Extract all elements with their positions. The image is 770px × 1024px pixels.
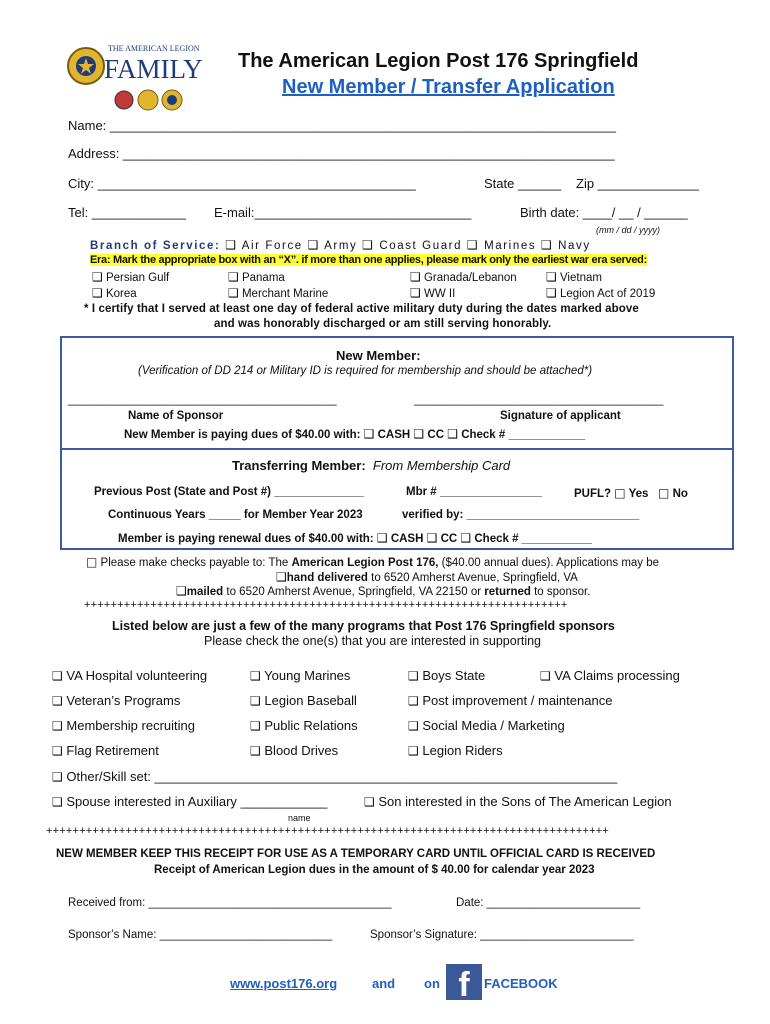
program-label: Veteran’s Programs [66, 693, 181, 708]
era-legion-act[interactable] [546, 286, 655, 300]
checkbox-icon[interactable]: ❑ [52, 770, 63, 784]
program-boys-state[interactable] [408, 668, 485, 683]
american-legion-family-logo [66, 40, 216, 122]
program-membership[interactable] [52, 718, 195, 733]
checkbox-cc[interactable]: ❑ [426, 531, 438, 545]
program-blood-drives[interactable] [250, 743, 338, 758]
era-vietnam[interactable] [546, 270, 602, 284]
payment-text: ($40.00 annual dues). Applications may be [438, 557, 660, 569]
program-label: Legion Baseball [264, 693, 357, 708]
checkbox-icon[interactable]: ❑ [364, 795, 375, 809]
sponsor-name-field[interactable]: Sponsor’s Name: ___________________________ [68, 929, 333, 941]
era-granada[interactable] [410, 270, 517, 284]
program-label: Legion Riders [422, 743, 503, 758]
program-social-media[interactable] [408, 718, 565, 733]
branch-air-force: Air Force [241, 240, 303, 252]
name-field[interactable]: Name: ______________________________________________________________________ [68, 118, 616, 133]
payment-line-3 [176, 584, 590, 598]
mailed: mailed [186, 586, 224, 598]
program-label: Social Media / Marketing [422, 718, 565, 733]
previous-post-field[interactable]: Previous Post (State and Post #) ______________ [94, 486, 364, 498]
program-public-relations[interactable] [250, 718, 358, 733]
checkbox-air-force[interactable]: ❑ [225, 238, 238, 252]
dues-text: New Member is paying dues of $40.00 with: [124, 429, 361, 441]
payment-text: to sponsor. [530, 586, 591, 598]
checkbox-army[interactable]: ❑ [307, 238, 320, 252]
program-label: Boys State [422, 668, 486, 683]
era-merchant-marine[interactable] [228, 286, 328, 300]
checkbox-icon[interactable]: ❑ [250, 744, 261, 758]
cc-label: CC [427, 429, 445, 441]
sponsor-line[interactable]: __________________________________________ [68, 394, 337, 406]
branch-marines: Marines [484, 240, 537, 252]
son-label: Son interested in the Sons of The American Legion [378, 794, 672, 809]
facebook-link[interactable]: FACEBOOK [484, 976, 558, 991]
auxiliary-emblem-icon [138, 90, 158, 110]
city-field[interactable]: City: ____________________________________________ [68, 176, 416, 191]
receipt-heading: NEW MEMBER KEEP THIS RECEIPT FOR USE AS A TEMPORARY CARD UNTIL OFFICIAL CARD IS RECEIVED [56, 848, 656, 860]
state-field[interactable]: State ______ [484, 176, 562, 191]
new-member-note: (Verification of DD 214 or Military ID is required for membership and should be attached*) [138, 365, 593, 377]
program-label: Membership recruiting [66, 718, 195, 733]
era-label: Persian Gulf [105, 272, 170, 284]
continuous-years-field[interactable]: Continuous Years _____ for Member Year 2023 [108, 509, 363, 521]
returned: returned [484, 586, 531, 598]
footer-on: on [424, 976, 440, 991]
address-field[interactable]: Address: ____________________________________________________________________ [68, 146, 615, 161]
logo-main-text: FAMILY [104, 54, 203, 84]
hand-delivered: hand delivered [286, 572, 368, 584]
new-member-dues [124, 427, 585, 441]
eagle-icon [115, 91, 133, 109]
pufl-row [574, 486, 688, 500]
program-young-marines[interactable] [250, 668, 350, 683]
checkbox-marines[interactable]: ❑ [466, 238, 480, 252]
program-label: Flag Retirement [66, 743, 159, 758]
checkbox-icon[interactable]: ❑ [52, 795, 63, 809]
checkbox-icon[interactable]: ❑ [52, 669, 63, 683]
program-baseball[interactable] [250, 693, 357, 708]
checkbox-coast-guard[interactable]: ❑ [362, 238, 375, 252]
branch-row [90, 238, 591, 252]
era-label: WW II [423, 288, 456, 300]
payment-text: to 6520 Amherst Avenue, Springfield, VA 22150 or [223, 586, 485, 598]
spouse-auxiliary[interactable] [52, 794, 327, 809]
checkbox-navy[interactable]: ❑ [540, 238, 554, 252]
no-label: No [672, 488, 688, 500]
era-label: Vietnam [559, 272, 602, 284]
programs-subheading: Please check the one(s) that you are interested in supporting [204, 634, 542, 648]
era-instruction: Era: Mark the appropriate box with an “X”. if more than one applies, please mark only the earliest war era served: [90, 254, 647, 266]
program-label: Young Marines [264, 668, 351, 683]
checkbox-icon[interactable]: ❑ [228, 286, 239, 300]
website-link[interactable]: www.post176.org [230, 976, 338, 991]
checkbox-icon[interactable]: ❑ [52, 744, 63, 758]
branch-army: Army [324, 240, 358, 252]
era-label: Korea [105, 288, 137, 300]
checkbox-icon: ❑ [276, 570, 287, 584]
program-riders[interactable] [408, 743, 503, 758]
branch-navy: Navy [558, 240, 591, 252]
page-title: The American Legion Post 176 Springfield [238, 50, 639, 72]
checkbox-icon[interactable]: ❑ [546, 270, 557, 284]
checkbox-icon[interactable]: ❑ [92, 286, 103, 300]
checkbox-cash[interactable]: ❑ [376, 531, 388, 545]
yes-label: Yes [628, 488, 649, 500]
cash-label: CASH [390, 533, 424, 545]
facebook-icon[interactable]: f [446, 964, 482, 1000]
checkbox-icon[interactable]: ❑ [410, 286, 421, 300]
program-label: VA Hospital volunteering [66, 668, 208, 683]
payment-line-2 [276, 570, 578, 584]
zip-field[interactable]: Zip ______________ [576, 176, 699, 191]
certify-line-1: * I certify that I served at least one day of federal active military duty during the dates marked above [84, 303, 639, 315]
checkbox-icon[interactable]: ❑ [546, 286, 557, 300]
logo-top-text: THE AMERICAN LEGION [108, 44, 200, 53]
checkbox-icon: ❑ [176, 584, 187, 598]
checkbox-no[interactable]: □ [658, 486, 670, 500]
era-label: Legion Act of 2019 [559, 288, 656, 300]
checkbox-icon[interactable]: ❑ [408, 694, 419, 708]
checkbox-icon[interactable]: ❑ [410, 270, 421, 284]
certify-line-2: and was honorably discharged or am still serving honorably. [214, 318, 552, 330]
checkbox-check[interactable]: ❑ [447, 427, 458, 441]
checkbox-icon[interactable]: ❑ [52, 694, 63, 708]
program-label: Blood Drives [264, 743, 339, 758]
program-label: Post improvement / maintenance [422, 693, 613, 708]
checkbox-check[interactable]: ❑ [460, 531, 472, 545]
checkbox-cash[interactable]: ❑ [363, 427, 375, 441]
checkbox-icon[interactable]: ❑ [408, 744, 419, 758]
branch-label: Branch of Service: [90, 240, 221, 252]
receipt-subheading: Receipt of American Legion dues in the amount of $ 40.00 for calendar year 2023 [154, 864, 595, 876]
era-korea[interactable] [92, 286, 137, 300]
cc-label: CC [440, 533, 458, 545]
program-flag[interactable] [52, 743, 159, 758]
checkbox-icon[interactable]: ❑ [408, 719, 419, 733]
applicant-line[interactable]: _______________________________________ [414, 394, 664, 406]
separator: +++++++++++++++++++++++++++++++++++++++++++++++++++++++++++++++++++++++++ [84, 599, 568, 611]
checkbox-icon[interactable]: ❑ [408, 669, 419, 683]
program-veterans[interactable] [52, 693, 180, 708]
transfer-heading-note: From Membership Card [372, 458, 511, 473]
check-label: Check # ___________ [474, 533, 593, 545]
checkbox-yes[interactable]: □ [614, 486, 626, 500]
checkbox-icon[interactable]: ❑ [250, 694, 261, 708]
checkbox-icon[interactable]: ❑ [540, 669, 551, 683]
program-post-improvement[interactable] [408, 693, 612, 708]
checkbox-icon[interactable]: ❑ [52, 719, 63, 733]
son-sons-of-legion[interactable] [364, 794, 672, 809]
era-label: Granada/Lebanon [423, 272, 517, 284]
program-label: Public Relations [264, 718, 358, 733]
mbr-field[interactable]: Mbr # ________________ [406, 486, 543, 498]
program-va-claims[interactable] [540, 668, 680, 683]
era-label: Merchant Marine [241, 288, 329, 300]
receipt-date-field[interactable]: Date: ________________________ [456, 897, 641, 909]
checkbox-icon: □ [86, 555, 98, 569]
pufl-label: PUFL? [574, 488, 612, 500]
other-label: Other/Skill set: ________________________________________________________________ [66, 769, 618, 784]
checkbox-icon[interactable]: ❑ [250, 669, 261, 683]
other-skill-field[interactable] [52, 769, 617, 784]
era-panama[interactable] [228, 270, 285, 284]
tel-field[interactable]: Tel: _____________ [68, 205, 186, 220]
date-format-hint: (mm / dd / yyyy) [596, 225, 661, 235]
checkbox-icon[interactable]: ❑ [228, 270, 239, 284]
checkbox-cc[interactable]: ❑ [413, 427, 425, 441]
transfer-heading-row [232, 458, 510, 473]
payment-text: Please make checks payable to: The [100, 557, 292, 569]
email-field[interactable]: E-mail:______________________________ [214, 205, 472, 220]
branch-coast-guard: Coast Guard [379, 240, 463, 252]
sponsor-label: Name of Sponsor [128, 410, 224, 422]
checkbox-icon[interactable]: ❑ [250, 719, 261, 733]
page-subtitle: New Member / Transfer Application [282, 76, 615, 98]
renewal-dues [118, 531, 592, 545]
payment-text: to 6520 Amherst Avenue, Springfield, VA [367, 572, 578, 584]
received-from-field[interactable]: Received from: ______________________________________ [68, 897, 392, 909]
cash-label: CASH [377, 429, 411, 441]
spouse-label: Spouse interested in Auxiliary ____________ [66, 794, 328, 809]
renewal-text: Member is paying renewal dues of $40.00 with: [118, 533, 374, 545]
era-ww2[interactable] [410, 286, 455, 300]
sponsor-signature-field[interactable]: Sponsor’s Signature: ________________________ [370, 929, 634, 941]
transfer-heading: Transferring Member: [232, 458, 366, 473]
separator: +++++++++++++++++++++++++++++++++++++++++++++++++++++++++++++++++++++++++++++++++++++ [46, 825, 610, 837]
birth-date-field[interactable]: Birth date: ____/ __ / ______ [520, 205, 688, 220]
footer-and: and [372, 976, 396, 991]
applicant-label: Signature of applicant [500, 410, 621, 422]
program-va-hospital[interactable] [52, 668, 207, 683]
checkbox-icon[interactable]: ❑ [92, 270, 103, 284]
verified-by-field[interactable]: verified by: ___________________________ [402, 509, 640, 521]
era-label: Panama [241, 272, 285, 284]
era-persian-gulf[interactable] [92, 270, 169, 284]
program-label: VA Claims processing [554, 668, 680, 683]
check-label: Check # ____________ [461, 429, 586, 441]
programs-heading: Listed below are just a few of the many programs that Post 176 Springfield sponsors [112, 619, 615, 633]
payee: American Legion Post 176, [291, 557, 439, 569]
payment-line-1 [86, 555, 659, 569]
new-member-heading: New Member: [336, 348, 421, 363]
logo-graphic [66, 40, 216, 122]
name-hint: name [288, 813, 311, 823]
